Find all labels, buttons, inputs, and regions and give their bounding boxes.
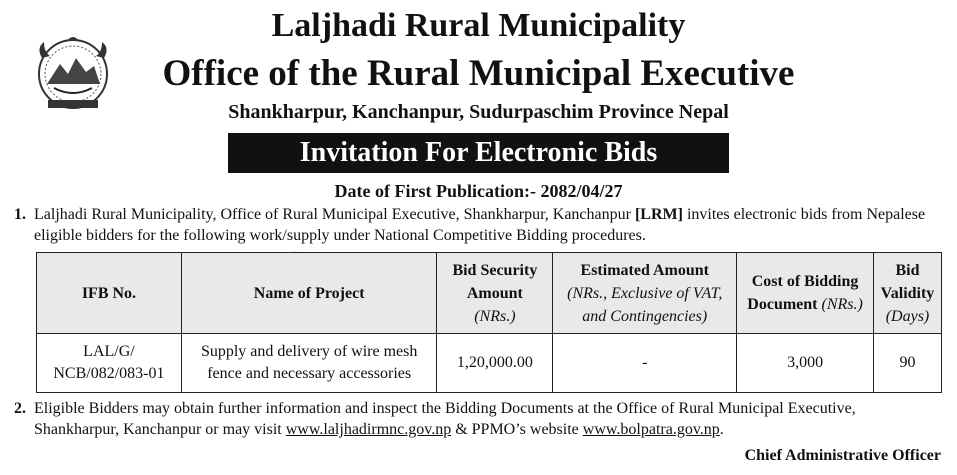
- header-bid-security: Bid Security Amount (NRs.): [437, 253, 553, 334]
- paragraph-text: .: [719, 421, 724, 438]
- address: Shankharpur, Kanchanpur, Sudurpaschim Province Nepal: [228, 101, 729, 123]
- header-bid-validity: Bid Validity (Days): [873, 253, 941, 334]
- municipality-website-link[interactable]: www.laljhadirmnc.gov.np: [285, 421, 452, 438]
- header-ifb-no: IFB No.: [37, 253, 182, 334]
- cell-bid-security: 1,20,000.00: [437, 334, 553, 393]
- cell-estimated-amount: -: [553, 334, 737, 393]
- paragraph-text: Eligible Bidders may obtain further information and inspect the Bidding Documents at the Office of Rural Municipal Executive, Shankharpur, Kanchanpur or may visit: [34, 400, 856, 438]
- cell-ifb-no: LAL/G/ NCB/082/083-01: [37, 334, 182, 393]
- municipality-name: Laljhadi Rural Municipality: [271, 7, 686, 44]
- publication-date: Date of First Publication:- 2082/04/27: [334, 181, 623, 201]
- paragraph-number: 1.: [14, 206, 26, 223]
- bids-table: [36, 252, 942, 393]
- paragraph-text: Laljhadi Rural Municipality, Office of Rural Municipal Executive, Shankharpur, Kanchanpur: [34, 206, 635, 223]
- office-name: Office of the Rural Municipal Executive: [162, 53, 795, 94]
- signature-title: Chief Administrative Officer: [744, 447, 941, 464]
- cell-bid-validity: 90: [873, 334, 941, 393]
- header-project-name: Name of Project: [181, 253, 437, 334]
- paragraph-1: [14, 204, 944, 246]
- ppmo-website-link[interactable]: www.bolpatra.gov.np: [582, 421, 720, 438]
- header-estimated-amount: Estimated Amount (NRs., Exclusive of VAT, and Contingencies): [553, 253, 737, 334]
- header-cost-of-document: Cost of Bidding Document (NRs.): [737, 253, 874, 334]
- paragraph-number: 2.: [14, 400, 26, 417]
- paragraph-2: [14, 398, 944, 440]
- table-row: [37, 334, 942, 393]
- notice-banner: Invitation For Electronic Bids: [228, 133, 729, 173]
- table-header-row: [37, 253, 942, 334]
- paragraph-text: & PPMO’s website: [451, 421, 583, 438]
- cell-cost-of-document: 3,000: [737, 334, 874, 393]
- office-code: [LRM]: [634, 206, 683, 223]
- paragraph-text: invites electronic bids from Nepalese eligible bidders for the following work/supply under National Competitive Bidding procedures.: [34, 206, 926, 244]
- cell-project-name: Supply and delivery of wire mesh fence and necessary accessories: [181, 334, 437, 393]
